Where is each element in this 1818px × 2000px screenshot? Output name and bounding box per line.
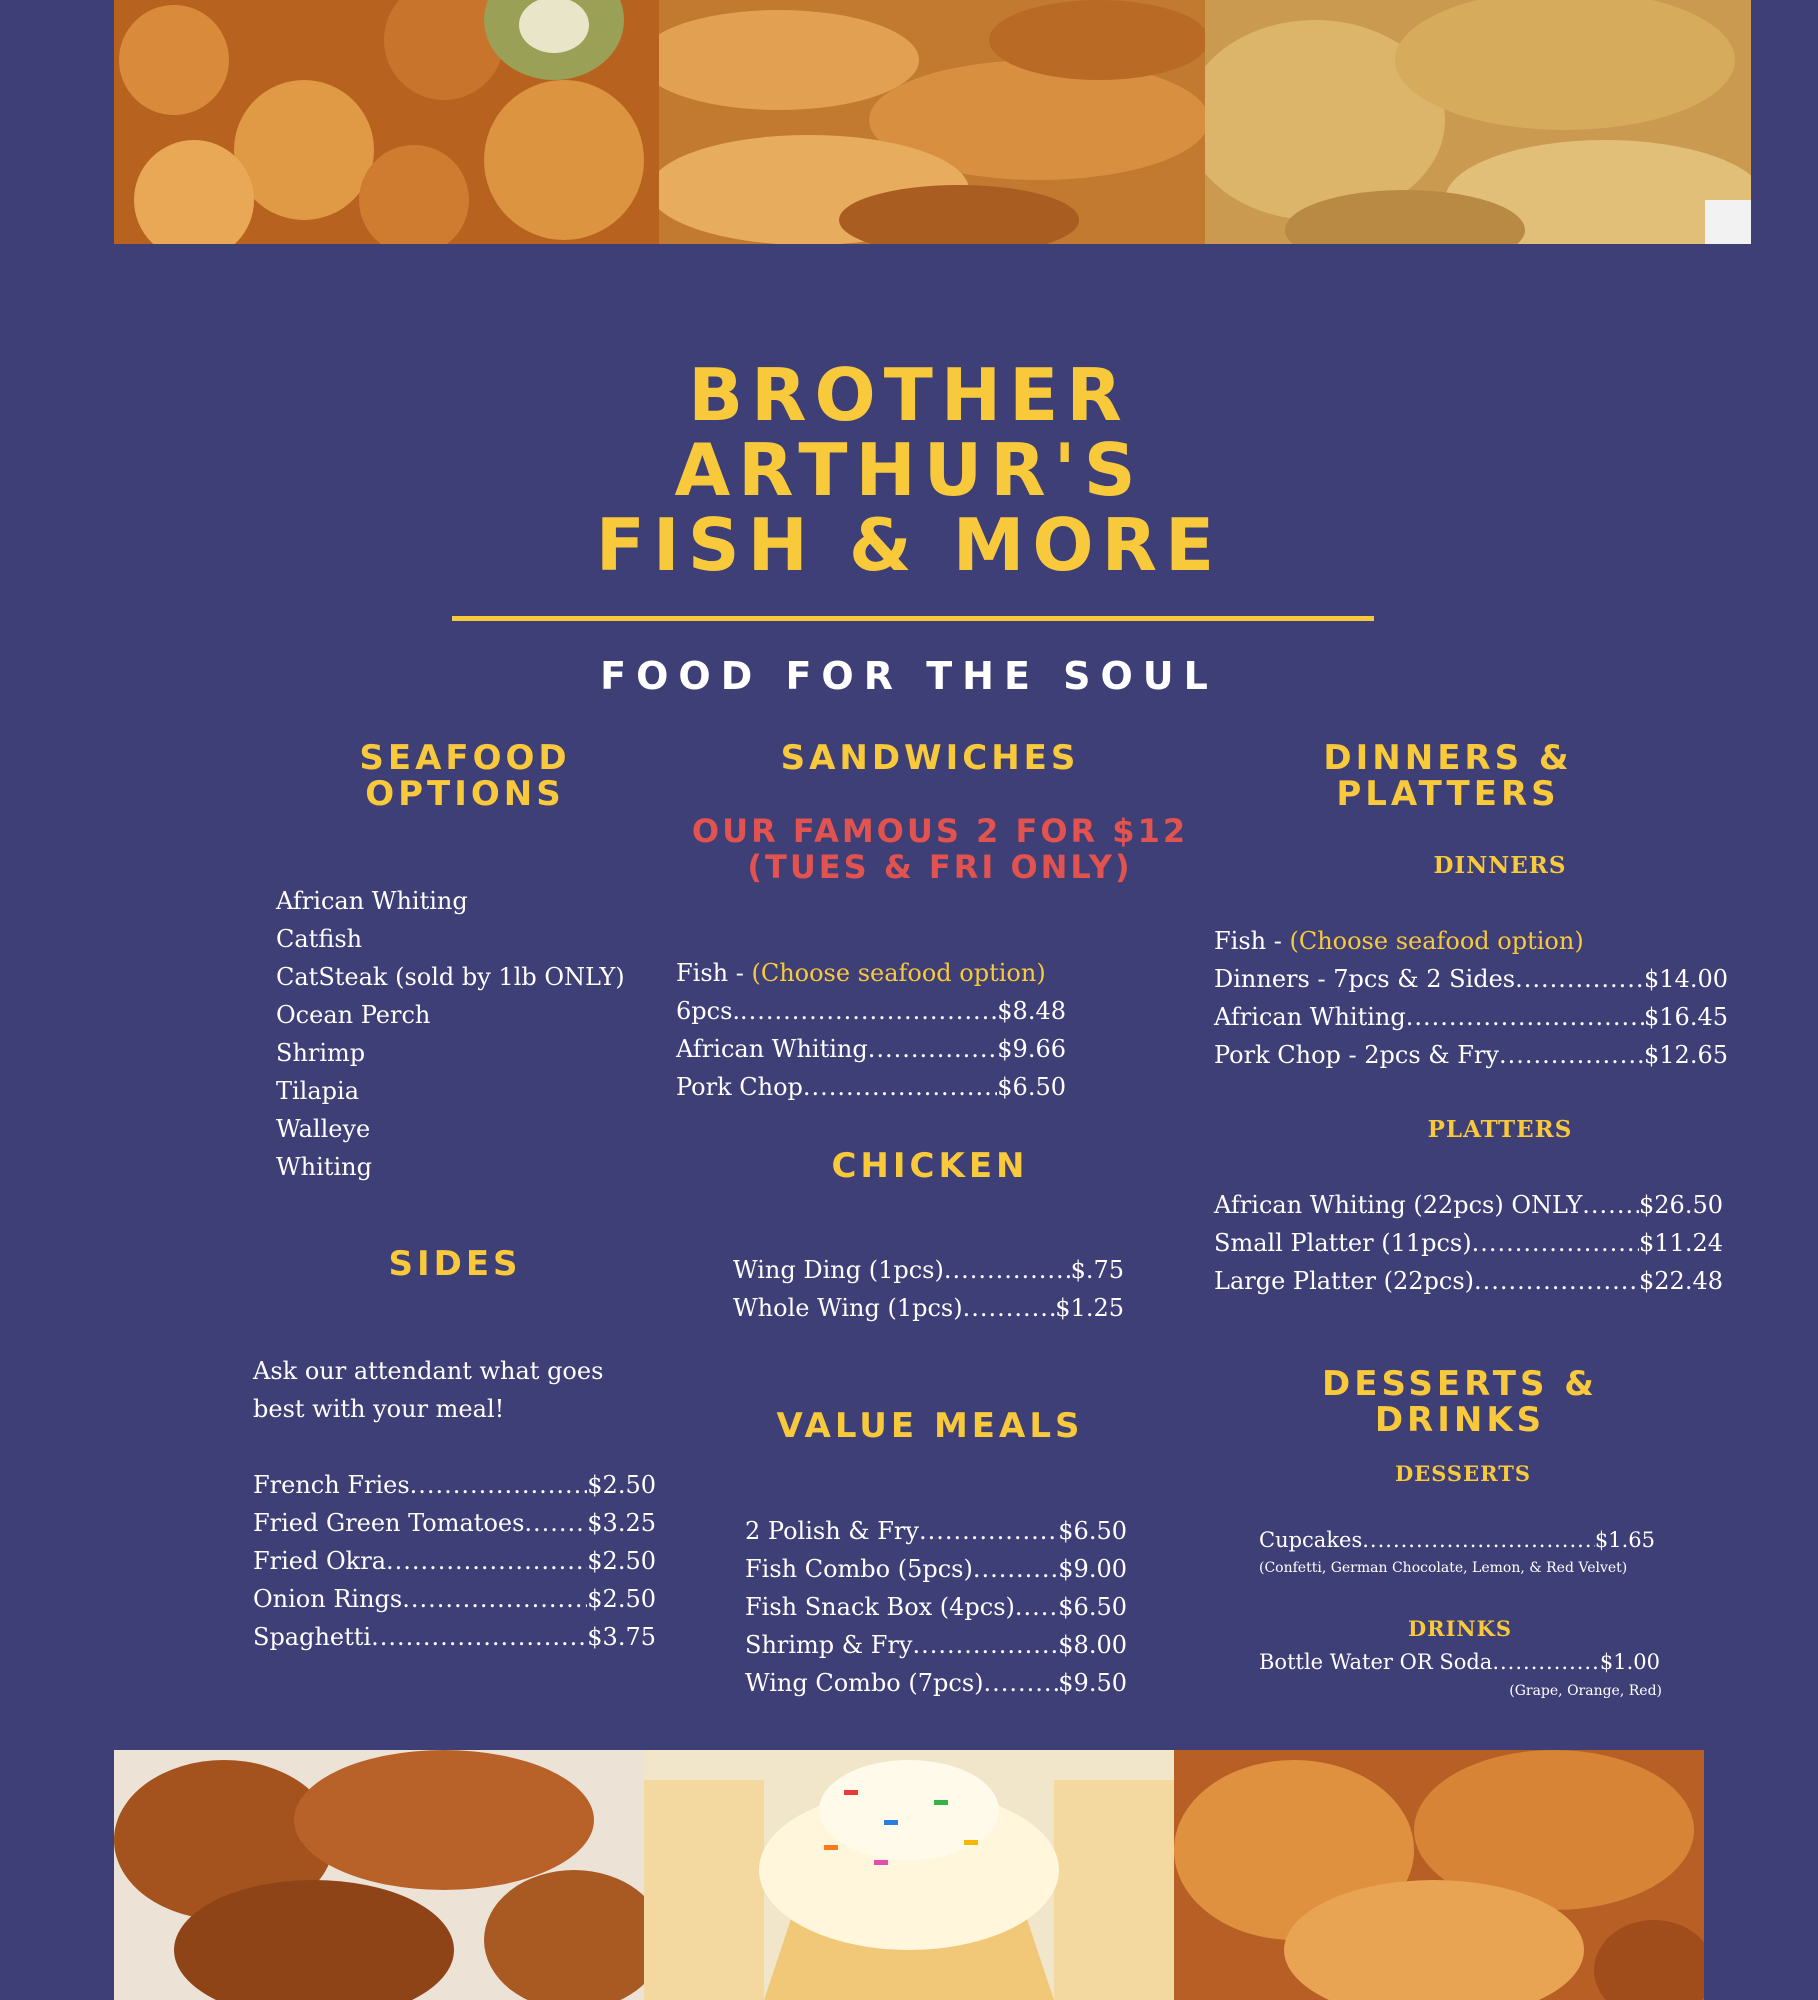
fried-fish-photo xyxy=(659,0,1205,244)
title-line-3: FISH & MORE xyxy=(595,503,1223,587)
fried-green-tomatoes-photo xyxy=(1205,0,1751,244)
list-item: Walleye xyxy=(276,1115,371,1143)
list-item: African Whiting ..... $9.66 xyxy=(676,1030,1066,1068)
list-item: Spaghetti ..... $3.75 xyxy=(253,1618,656,1656)
list-item: Tilapia xyxy=(276,1077,360,1105)
sides-intro-line-1: Ask our attendant what goes xyxy=(253,1357,604,1385)
list-item: Pork Chop ..... $6.50 xyxy=(676,1068,1066,1106)
chicken-heading: CHICKEN xyxy=(831,1146,1029,1186)
chicken-list xyxy=(733,1251,1124,1327)
list-item: Fried Okra ..... $2.50 xyxy=(253,1542,656,1580)
list-item: CatSteak (sold by 1lb ONLY) xyxy=(276,963,625,991)
desserts-label: DESSERTS xyxy=(1395,1461,1531,1486)
cupcake-photo xyxy=(644,1750,1174,2000)
drink-item: Bottle Water OR Soda ..... $1.00 xyxy=(1259,1643,1660,1681)
list-item: African Whiting (22pcs) ONLY ..... $26.50 xyxy=(1214,1186,1723,1224)
list-item: Fish - (Choose seafood option) xyxy=(676,959,1046,987)
list-item: Onion Rings ..... $2.50 xyxy=(253,1580,656,1618)
drink-flavors: (Grape, Orange, Red) xyxy=(1509,1683,1662,1699)
promo-line-2: (TUES & FRI ONLY) xyxy=(747,848,1133,886)
promo-banner xyxy=(660,813,1220,885)
cupcakes-flavors: (Confetti, German Chocolate, Lemon, & Red Velvet) xyxy=(1259,1560,1628,1576)
sandwiches-heading: SANDWICHES xyxy=(780,738,1080,778)
list-item: Wing Combo (7pcs) ..... $9.50 xyxy=(745,1664,1127,1702)
list-item: Shrimp & Fry ..... $8.00 xyxy=(745,1626,1127,1664)
fried-shrimp-photo xyxy=(1174,1750,1704,2000)
title-divider xyxy=(452,616,1374,621)
tagline: FOOD FOR THE SOUL xyxy=(600,654,1218,698)
list-item: African Whiting ..... $16.45 xyxy=(1214,998,1728,1036)
sides-heading: SIDES xyxy=(388,1244,522,1284)
fried-okra-photo xyxy=(114,0,659,244)
list-item: Dinners - 7pcs & 2 Sides ..... $14.00 xyxy=(1214,960,1728,998)
cupcakes-item: Cupcakes ..... $1.65 xyxy=(1259,1521,1655,1559)
list-item: 6pcs. ..... $8.48 xyxy=(676,992,1066,1030)
sides-intro-line-2: best with your meal! xyxy=(253,1395,505,1423)
value-meals-heading: VALUE MEALS xyxy=(776,1406,1084,1446)
seafood-heading xyxy=(330,740,600,812)
list-item: Shrimp xyxy=(276,1039,366,1067)
list-item: Wing Ding (1pcs) ..... $.75 xyxy=(733,1251,1124,1289)
list-item: 2 Polish & Fry ..... $6.50 xyxy=(745,1512,1127,1550)
seafood-list xyxy=(276,882,656,1186)
value-meals-list xyxy=(745,1512,1127,1702)
platters-label: PLATTERS xyxy=(1427,1116,1573,1143)
list-item: French Fries ..... $2.50 xyxy=(253,1466,656,1504)
list-item: Whiting xyxy=(276,1153,372,1181)
list-item: Fish Snack Box (4pcs) ..... $6.50 xyxy=(745,1588,1127,1626)
list-item: Catfish xyxy=(276,925,363,953)
list-item: Fish Combo (5pcs) ..... $9.00 xyxy=(745,1550,1127,1588)
restaurant-title xyxy=(0,353,1818,587)
drinks-label: DRINKS xyxy=(1407,1616,1513,1641)
promo-line-1: OUR FAMOUS 2 FOR $12 xyxy=(691,812,1189,850)
list-item: African Whiting xyxy=(276,887,468,915)
sandwiches-list xyxy=(676,954,1066,1106)
seafood-heading-line-2: OPTIONS xyxy=(365,774,565,814)
list-item: Whole Wing (1pcs) ..... $1.25 xyxy=(733,1289,1124,1327)
list-item: Fish - (Choose seafood option) xyxy=(1214,927,1584,955)
list-item: Pork Chop - 2pcs & Fry ..... $12.65 xyxy=(1214,1036,1728,1074)
desserts-drinks-heading: DESSERTS & DRINKS xyxy=(1322,1364,1598,1440)
title-line-2: ARTHUR'S xyxy=(674,428,1144,512)
list-item: Small Platter (11pcs) ..... $11.24 xyxy=(1214,1224,1723,1262)
dinners-platters-heading: DINNERS & PLATTERS xyxy=(1323,738,1573,814)
platters-list xyxy=(1214,1186,1723,1300)
dinners-list xyxy=(1214,922,1728,1074)
sides-list xyxy=(253,1466,656,1656)
sides-intro xyxy=(253,1352,603,1428)
list-item: Ocean Perch xyxy=(276,1001,431,1029)
list-item: Large Platter (22pcs) ..... $22.48 xyxy=(1214,1262,1723,1300)
list-item: Fried Green Tomatoes ..... $3.25 xyxy=(253,1504,656,1542)
seafood-heading-line-1: SEAFOOD xyxy=(359,738,571,778)
dinners-label: DINNERS xyxy=(1433,852,1567,879)
title-line-1: BROTHER xyxy=(688,353,1130,437)
fried-chicken-photo xyxy=(114,1750,644,2000)
